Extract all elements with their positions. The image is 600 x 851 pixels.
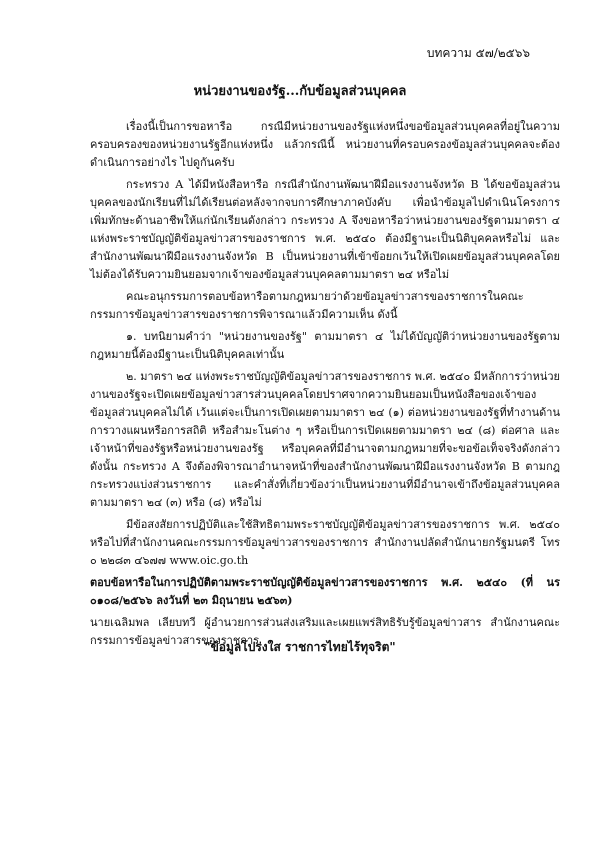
intro-paragraph: เรื่องนี้เป็นการขอหารือ กรณีมีหน่วยงานของรัฐแห่งหนึ่งขอข้อมูลส่วนบุคคลที่อยู่ในความครอบครองของหน่วยงานรัฐอีกแห่งหนึ่ง แล้วกรณีนี้ หน่วยงานที่ครอบครองข้อมูลส่วนบุคคลจะต้องดำเนินการอย่างไร ไปดูกันครับ bbox=[90, 120, 560, 169]
article-number: บทความ ๕๗/๒๕๖๖ bbox=[426, 46, 530, 60]
case-paragraph: กระทรวง A ได้มีหนังสือหารือ กรณีสำนักงานพัฒนาฝีมือแรงงานจังหวัด B ได้ขอข้อมูลส่วนบุคคลของนักเรียนที่ไม่ได้เรียนต่อหลังจากจบการศึกษาภาคบังคับ เพื่อนำข้อมูลไปดำเนินโครงการเพิ่มทักษะด้านอาชีพให้แก่นักเรียนดังกล่าว กระทรวง A จึงขอหารือว่าหน่วยงานของรัฐตามมาตรา ๔ แห่งพระราชบัญญัติข้อมูลข่าวสารของราชการ พ.ศ. ๒๕๔๐ ต้องมีฐานะเป็นนิติบุคคลหรือไม่ และสำนักงานพัฒนาฝีมือแรงงานจังหวัด B เป็นหน่วยงานที่เข้าข้อยกเว้นให้เปิดเผยข้อมูลส่วนบุคคลโดยไม่ต้องได้รับความยินยอมจากเจ้าของข้อมูลส่วนบุคคลตามมาตรา ๒๔ หรือไม่ bbox=[90, 178, 560, 281]
point-1-paragraph: ๑. บทนิยามคำว่า "หน่วยงานของรัฐ" ตามมาตรา ๔ ไม่ได้บัญญัติว่าหน่วยงานของรัฐตามกฎหมายนี้ต้องมีฐานะเป็นนิติบุคคลเท่านั้น bbox=[90, 330, 560, 361]
committee-paragraph: คณะอนุกรรมการตอบข้อหารือตามกฎหมายว่าด้วยข้อมูลข่าวสารของราชการในคณะกรรมการข้อมูลข่าวสารของราชการพิจารณาแล้วมีความเห็น ดังนี้ bbox=[90, 290, 524, 321]
document-body bbox=[90, 118, 560, 654]
contact-paragraph: มีข้อสงสัยการปฏิบัติและใช้สิทธิตามพระราชบัญญัติข้อมูลข่าวสารของราชการ พ.ศ. ๒๕๔๐ หรือไปที่สำนักงานคณะกรรมการข้อมูลข่าวสารของราชการ สำนักงานปลัดสำนักนายกรัฐมนตรี โทร ๐ ๒๒๘๓ ๔๖๗๗ www.oic.go.th bbox=[90, 518, 560, 567]
slogan: "ข้อมูลโปร่งใส ราชการไทยไร้ทุจริต" bbox=[204, 640, 396, 654]
document-title: หน่วยงานของรัฐ...กับข้อมูลส่วนบุคคล bbox=[193, 84, 407, 99]
point-2-paragraph: ๒. มาตรา ๒๔ แห่งพระราชบัญญัติข้อมูลข่าวสารของราชการ พ.ศ. ๒๕๔๐ มีหลักการว่าหน่วยงานของรัฐจะเปิดเผยข้อมูลข่าวสารส่วนบุคคลโดยปราศจากความยินยอมเป็นหนังสือของเจ้าของข้อมูลส่วนบุคคลไม่ได้ เว้นแต่จะเป็นการเปิดเผยตามมาตรา ๒๔ (๑) ต่อหน่วยงานของรัฐที่ทำงานด้านการวางแผนหรือการสถิติ หรือสำมะโนต่าง ๆ หรือเป็นการเปิดเผยตามมาตรา ๒๔ (๘) ต่อศาล และเจ้าหน้าที่ของรัฐหรือหน่วยงานของรัฐ หรือบุคคลที่มีอำนาจตามกฎหมายที่จะขอข้อเท็จจริงดังกล่าว ดังนั้น กระทรวง A จึงต้องพิจารณาอำนาจหน้าที่ของสำนักงานพัฒนาฝีมือแรงงานจังหวัด B ตามกฎกระทรวงแบ่งส่วนราชการ และคำสั่งที่เกี่ยวข้องว่าเป็นหน่วยงานที่มีอำนาจเข้าถึงข้อมูลส่วนบุคคลตามมาตรา ๒๔ (๓) หรือ (๘) หรือไม่ bbox=[90, 370, 560, 509]
answer-reference: ตอบข้อหารือในการปฏิบัติตามพระราชบัญญัติข้อมูลข่าวสารของราชการ พ.ศ. ๒๕๔๐ (ที่ นร ๐๑๐๘/๒๕๖๖ ลงวันที่ ๒๓ มิถุนายน ๒๕๖๓) bbox=[90, 576, 560, 607]
author-line: นายเฉลิมพล เลียบทวี ผู้อำนวยการส่วนส่งเสริมและเผยแพร่สิทธิรับรู้ข้อมูลข่าวสาร สำนักงานคณะกรรมการข้อมูลข่าวสารของราชการ bbox=[90, 616, 560, 647]
